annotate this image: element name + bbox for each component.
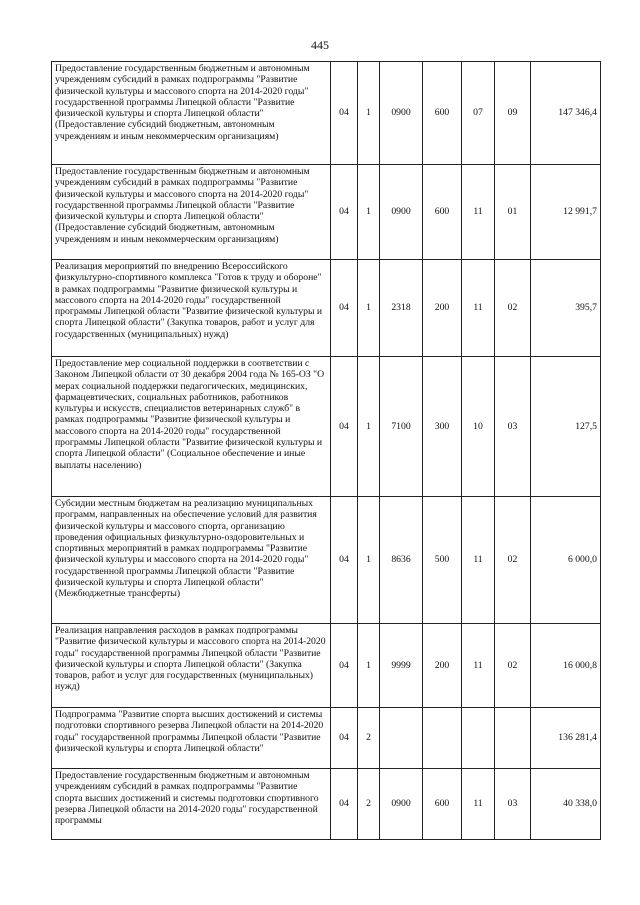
cell-amount: 127,5 [531, 357, 601, 497]
cell-code-6: 01 [495, 165, 531, 260]
cell-code-6 [495, 708, 531, 769]
table-row [52, 624, 601, 708]
cell-description: Подпрограмма "Развитие спорта высших достижений и системы подготовки спортивного резерва Липецкой области на 2014-2020 годы" государственной программы Липецкой области "Развитие физической культуры и спорта Липецкой области" [52, 708, 331, 769]
cell-code-5: 11 [462, 260, 495, 357]
cell-code-5: 11 [462, 165, 495, 260]
cell-code-6: 03 [495, 769, 531, 840]
cell-code-6: 03 [495, 357, 531, 497]
cell-amount: 12 991,7 [531, 165, 601, 260]
cell-amount: 147 346,4 [531, 62, 601, 165]
cell-code-5 [462, 708, 495, 769]
cell-code-5: 11 [462, 497, 495, 624]
cell-code-1: 04 [331, 497, 358, 624]
cell-code-5: 10 [462, 357, 495, 497]
cell-code-6: 02 [495, 624, 531, 708]
cell-amount: 40 338,0 [531, 769, 601, 840]
budget-table [51, 61, 601, 840]
table-row [52, 769, 601, 840]
cell-code-1: 04 [331, 624, 358, 708]
cell-code-1: 04 [331, 260, 358, 357]
table-row [52, 497, 601, 624]
cell-code-2: 2 [358, 769, 380, 840]
cell-code-4: 500 [423, 497, 462, 624]
cell-code-4: 600 [423, 62, 462, 165]
cell-code-4: 200 [423, 624, 462, 708]
cell-code-2: 1 [358, 260, 380, 357]
cell-description: Реализация направления расходов в рамках подпрограммы "Развитие физической культуры и массового спорта на 2014-2020 годы" государственной программы Липецкой области "Развитие физической культуры и спорта Липецкой области" (Закупка товаров, работ и услуг для государственных (муниципальных) нужд) [52, 624, 331, 708]
cell-code-2: 1 [358, 357, 380, 497]
cell-code-1: 04 [331, 708, 358, 769]
cell-code-1: 04 [331, 357, 358, 497]
cell-amount: 16 000,8 [531, 624, 601, 708]
cell-code-3: 2318 [380, 260, 423, 357]
cell-code-3: 0900 [380, 62, 423, 165]
cell-description: Предоставление государственным бюджетным и автономным учреждениям субсидий в рамках подпрограммы "Развитие спорта высших достижений и системы подготовки спортивного резерва Липецкой области на 2014-2020 годы" государственной программы [52, 769, 331, 840]
cell-code-5: 11 [462, 769, 495, 840]
cell-code-4 [423, 708, 462, 769]
cell-description: Реализация мероприятий по внедрению Всероссийского физкультурно-спортивного комплекса "Готов к труду и обороне" в рамках подпрограммы "Развитие физической культуры и массового спорта на 2014-2020 годы" государственной программы Липецкой области "Развитие физической культуры и спорта Липецкой области" (Закупка товаров, работ и услуг для государственных (муниципальных) нужд) [52, 260, 331, 357]
cell-code-1: 04 [331, 62, 358, 165]
cell-code-2: 1 [358, 497, 380, 624]
cell-description: Субсидии местным бюджетам на реализацию муниципальных программ, направленных на обеспечение условий для развития физической культуры и массового спорта, организацию проведения официальных физкультурно-оздоровительных и спортивных мероприятий в рамках подпрограммы "Развитие физической культуры и массового спорта на 2014-2020 годы" государственной программы Липецкой области "Развитие физической культуры и спорта Липецкой области" (Межбюджетные трансферты) [52, 497, 331, 624]
cell-code-3: 9999 [380, 624, 423, 708]
page-number: 445 [311, 38, 329, 52]
cell-amount: 136 281,4 [531, 708, 601, 769]
cell-description: Предоставление мер социальной поддержки в соответствии с Законом Липецкой области от 30 декабря 2004 года № 165-ОЗ "О мерах социальной поддержки педагогических, медицинских, фармацевтических, социальных работников, работников культуры и искусств, специалистов ветеринарных служб" в рамках подпрограммы "Развитие физической культуры и массового спорта на 2014-2020 годы" государственной программы Липецкой области "Развитие физической культуры и спорта Липецкой области" (Социальное обеспечение и иные выплаты населению) [52, 357, 331, 497]
cell-code-3: 7100 [380, 357, 423, 497]
table-row [52, 708, 601, 769]
cell-code-5: 11 [462, 624, 495, 708]
cell-code-3: 0900 [380, 769, 423, 840]
cell-code-6: 09 [495, 62, 531, 165]
cell-code-4: 600 [423, 165, 462, 260]
cell-code-2: 2 [358, 708, 380, 769]
cell-code-6: 02 [495, 497, 531, 624]
cell-code-3: 0900 [380, 165, 423, 260]
cell-code-1: 04 [331, 769, 358, 840]
cell-code-5: 07 [462, 62, 495, 165]
cell-code-2: 1 [358, 165, 380, 260]
cell-description: Предоставление государственным бюджетным и автономным учреждениям субсидий в рамках подпрограммы "Развитие физической культуры и массового спорта на 2014-2020 годы" государственной программы Липецкой области "Развитие физической культуры и спорта Липецкой области" (Предоставление субсидий бюджетным, автономным учреждениям и иным некоммерческим организациям) [52, 62, 331, 165]
table-row [52, 62, 601, 165]
cell-code-3 [380, 708, 423, 769]
cell-code-4: 600 [423, 769, 462, 840]
cell-description: Предоставление государственным бюджетным и автономным учреждениям субсидий в рамках подпрограммы "Развитие физической культуры и массового спорта на 2014-2020 годы" государственной программы Липецкой области "Развитие физической культуры и спорта Липецкой области" (Предоставление субсидий бюджетным, автономным учреждениям и иным некоммерческим организациям) [52, 165, 331, 260]
table-row [52, 165, 601, 260]
cell-amount: 6 000,0 [531, 497, 601, 624]
cell-code-4: 300 [423, 357, 462, 497]
table-row [52, 260, 601, 357]
cell-amount: 395,7 [531, 260, 601, 357]
cell-code-3: 8636 [380, 497, 423, 624]
cell-code-2: 1 [358, 624, 380, 708]
cell-code-2: 1 [358, 62, 380, 165]
cell-code-1: 04 [331, 165, 358, 260]
cell-code-6: 02 [495, 260, 531, 357]
table-row [52, 357, 601, 497]
cell-code-4: 200 [423, 260, 462, 357]
